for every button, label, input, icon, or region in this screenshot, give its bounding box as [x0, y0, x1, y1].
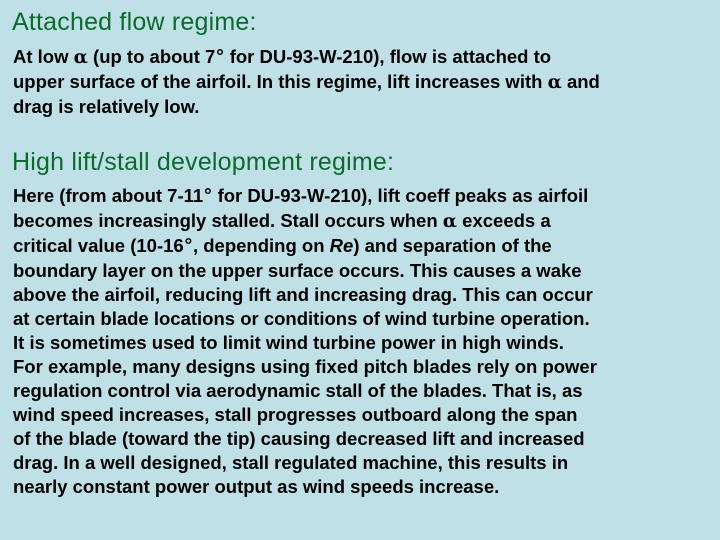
text-line [13, 45, 600, 70]
symbol: ° [203, 186, 213, 207]
text-run: drag is relatively low. [13, 96, 200, 117]
text-run: and [561, 71, 600, 92]
heading-stall-development: High lift/stall development regime: [12, 148, 395, 176]
text-line [13, 307, 597, 331]
symbol: ° [215, 47, 225, 68]
text-run: , depending on [192, 235, 330, 256]
text-run: drag. In a well designed, stall regulated machine, this results in [13, 452, 569, 473]
text-run: ) and separation of the [353, 235, 552, 256]
text-line [13, 259, 597, 283]
text-line [13, 70, 600, 95]
text-run: (up to about 7 [87, 46, 216, 67]
text-run: wind speed increases, stall progresses outboard along the span [13, 404, 578, 425]
text-line [13, 427, 597, 451]
text-run: critical value (10-16 [13, 235, 184, 256]
text-line [13, 379, 597, 403]
text-line [13, 234, 597, 259]
text-line [13, 283, 597, 307]
symbol: α [547, 72, 562, 93]
text-line [13, 475, 597, 499]
paragraph-stall-development [13, 184, 597, 499]
text-run: nearly constant power output as wind speeds increase. [13, 476, 500, 497]
text-line [13, 355, 597, 379]
text-line [13, 184, 597, 209]
text-run: for DU-93-W-210), flow is attached to [224, 46, 552, 67]
text-run: For example, many designs using fixed pitch blades rely on power [13, 356, 597, 377]
symbol: α [73, 47, 88, 68]
paragraph-attached-flow [13, 45, 600, 119]
text-line [13, 209, 597, 234]
text-run: It is sometimes used to limit wind turbine power in high winds. [13, 332, 564, 353]
text-run: exceeds a [457, 210, 551, 231]
italic-term: Re [329, 235, 354, 256]
text-line [13, 331, 597, 355]
text-run: of the blade (toward the tip) causing decreased lift and increased [13, 428, 585, 449]
text-run: above the airfoil, reducing lift and increasing drag. This can occur [13, 284, 593, 305]
text-run: for DU-93-W-210), lift coeff peaks as airfoil [212, 185, 589, 206]
text-run: Here (from about 7-11 [13, 185, 204, 206]
text-line [13, 451, 597, 475]
text-run: becomes increasingly stalled. Stall occurs when [13, 210, 443, 231]
text-line [13, 95, 600, 119]
text-run: At low [13, 46, 74, 67]
text-line [13, 403, 597, 427]
text-run: upper surface of the airfoil. In this regime, lift increases with [13, 71, 548, 92]
symbol: α [442, 211, 458, 232]
text-run: regulation control via aerodynamic stall of the blades. That is, as [13, 380, 583, 401]
symbol: ° [183, 236, 193, 257]
text-run: boundary layer on the upper surface occurs. This causes a wake [13, 260, 582, 281]
heading-attached-flow: Attached flow regime: [12, 8, 257, 36]
text-run: at certain blade locations or conditions of wind turbine operation. [13, 308, 590, 329]
